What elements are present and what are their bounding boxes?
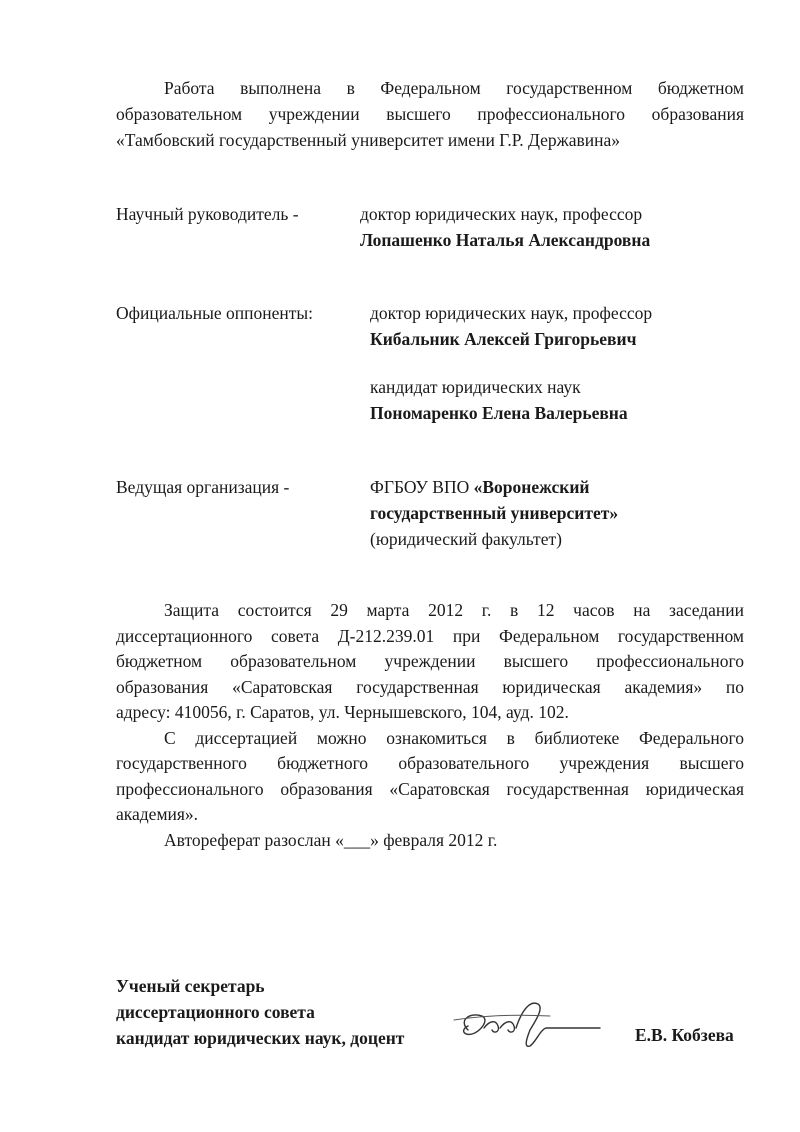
lead-org-line-1 xyxy=(370,474,590,500)
defense-paragraph xyxy=(116,598,744,853)
intro-paragraph xyxy=(116,75,744,153)
signature-block xyxy=(116,973,404,1051)
intro-line-2: образовательном учреждении высшего профессионального образования xyxy=(116,104,744,124)
opponent-2-name: Пономаренко Елена Валерьевна xyxy=(370,403,628,423)
intro-line-3: «Тамбовский государственный университет имени Г.Р. Державина» xyxy=(116,130,621,150)
library-line-2: государственного бюджетного образовательного учреждения высшего xyxy=(116,753,744,773)
lead-org-name-2: государственный университет» xyxy=(370,503,619,523)
library-line-4: академия». xyxy=(116,804,199,824)
opponent-2-degree: кандидат юридических наук xyxy=(370,377,581,397)
library-line-3: профессионального образования «Саратовская государственная юридическая xyxy=(116,778,744,799)
lead-org-prefix: ФГБОУ ВПО xyxy=(370,477,470,497)
lead-org-note: (юридический факультет) xyxy=(370,529,562,549)
supervisor-name: Лопашенко Наталья Александровна xyxy=(360,230,651,250)
intro-line-1: Работа выполнена в Федеральном государственном бюджетном xyxy=(164,78,744,98)
lead-org-name-1: «Воронежский xyxy=(473,477,590,497)
handwritten-signature xyxy=(450,990,620,1052)
defense-line-2: диссертационного совета Д-212.239.01 при Федеральном государственном xyxy=(116,625,744,646)
opponents-label: Официальные оппоненты: xyxy=(116,303,313,323)
opponent-1-degree: доктор юридических наук, профессор xyxy=(370,303,653,323)
supervisor-label: Научный руководитель - xyxy=(116,204,299,224)
lead-org-label: Ведущая организация - xyxy=(116,477,290,497)
library-line-1: С диссертацией можно ознакомиться в библиотеке Федерального xyxy=(164,727,744,748)
defense-line-4: образования «Саратовская государственная юридическая академия» по xyxy=(116,676,744,697)
defense-line-5: адресу: 410056, г. Саратов, ул. Чернышевского, 104, ауд. 102. xyxy=(116,702,569,722)
signature-name: Е.В. Кобзева xyxy=(635,1025,734,1045)
supervisor-degree: доктор юридических наук, профессор xyxy=(360,204,643,224)
defense-line-1: Защита состоится 29 марта 2012 г. в 12 часов на заседании xyxy=(164,600,744,620)
abstract-sent-line: Автореферат разослан «___» февраля 2012 г. xyxy=(164,829,498,850)
defense-line-3: бюджетном образовательном учреждении высшего профессионального xyxy=(116,651,744,671)
opponent-1-name: Кибальник Алексей Григорьевич xyxy=(370,329,637,349)
signature-title-1: Ученый секретарь xyxy=(116,976,265,996)
signature-title-3: кандидат юридических наук, доцент xyxy=(116,1028,405,1048)
signature-title-2: диссертационного совета xyxy=(116,1002,315,1022)
